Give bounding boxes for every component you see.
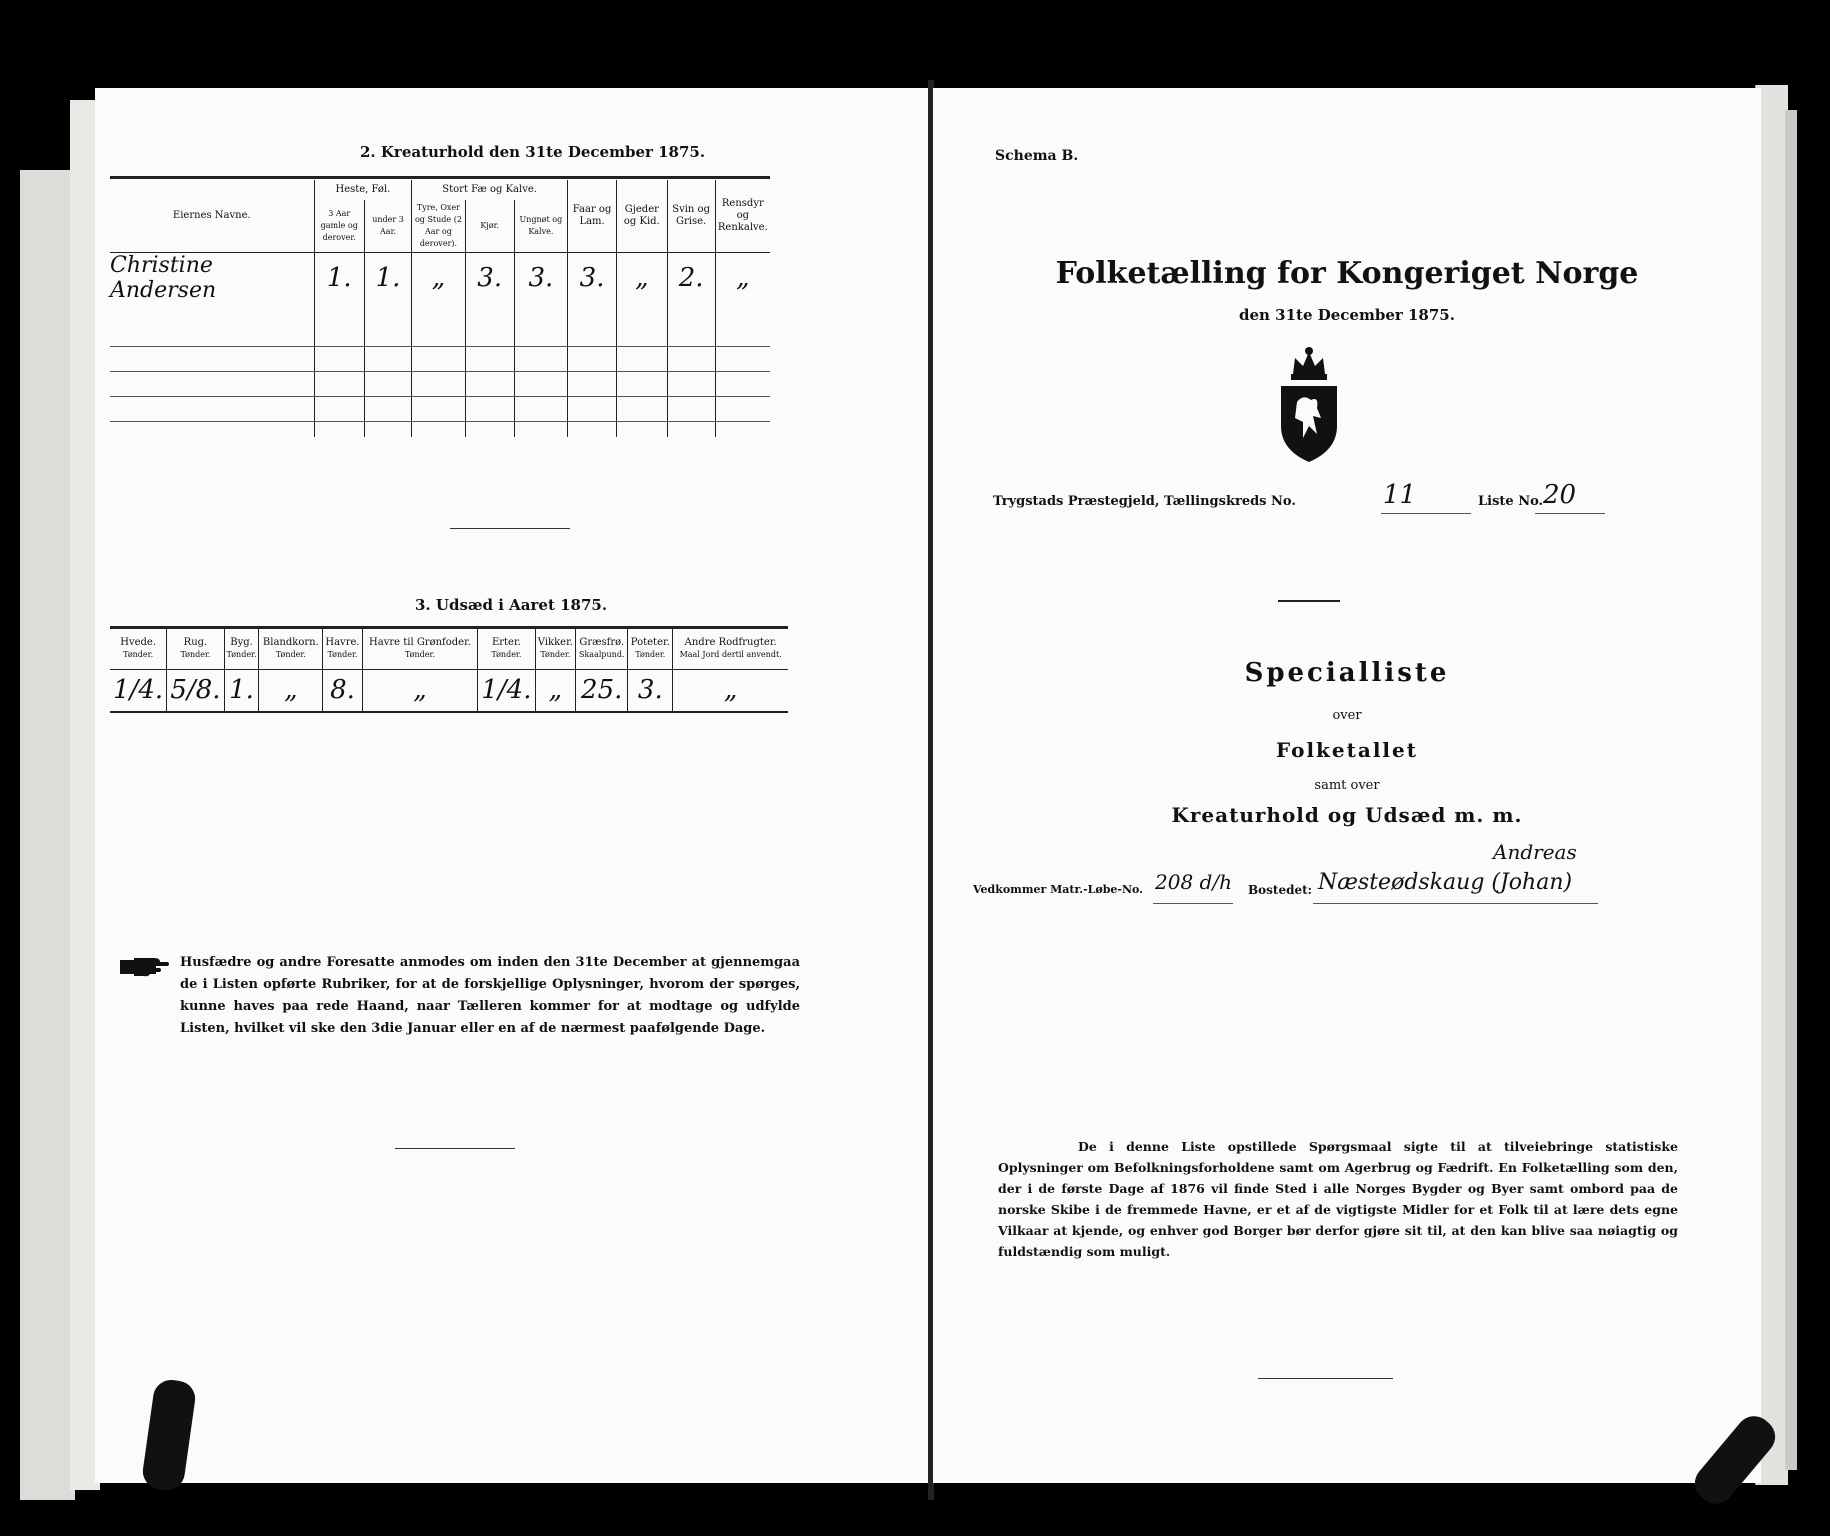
seed-value: 1. bbox=[224, 669, 259, 711]
seed-col-unit: Tønder. bbox=[180, 649, 211, 659]
col-young: Ungnøt og Kalve. bbox=[514, 200, 567, 252]
page-title: Folketælling for Kongeriget Norge bbox=[1055, 256, 1639, 291]
livestock-table bbox=[110, 180, 770, 437]
row-rule bbox=[110, 346, 770, 347]
col-sheep: Faar og Lam. bbox=[568, 180, 617, 252]
divider bbox=[395, 1148, 515, 1149]
district-no: 11 bbox=[1383, 480, 1417, 510]
seed-col-name: Poteter. bbox=[630, 636, 670, 648]
underlying-page-edge bbox=[20, 170, 75, 1500]
seed-col-name: Hvede. bbox=[120, 636, 157, 648]
col-cows: Kjør. bbox=[465, 200, 514, 252]
seed-col-unit: Tønder. bbox=[540, 649, 571, 659]
seed-col-unit: Tønder. bbox=[404, 649, 435, 659]
cell-bulls: „ bbox=[412, 252, 465, 303]
section3-title: 3. Udsæd i Aaret 1875. bbox=[415, 596, 608, 614]
right-page bbox=[933, 88, 1761, 1483]
seed-col-header bbox=[628, 629, 673, 669]
col-goats: Gjeder og Kid. bbox=[617, 180, 667, 252]
col-horses-3plus: 3 Aar gamle og derover. bbox=[314, 200, 364, 252]
list-label: Liste No. bbox=[1478, 494, 1544, 509]
seed-col-unit: Tønder. bbox=[635, 649, 666, 659]
footnote: Husfædre og andre Foresatte anmodes om inden den 31te December at gjennemgaa de i Listen opførte Rubriker, for at de forskjellige Oplysninger, hvorom der spørges, kunne haves paa rede Haand, naar Tælleren kommer for at modtage og udfylde Listen, hvilket vil ske den 3die Januar eller en af de nærmest paafølgende Dage. bbox=[180, 955, 800, 1036]
col-owner: Eiernes Navne. bbox=[110, 180, 314, 252]
seed-value: 5/8. bbox=[167, 669, 224, 711]
seed-value: „ bbox=[259, 669, 323, 711]
samt-over-label: samt over bbox=[1314, 778, 1380, 793]
right-page-edge bbox=[1785, 110, 1797, 1470]
owner-name: Christine Andersen bbox=[110, 252, 217, 303]
col-bulls: Tyre, Oxer og Stude (2 Aar og derover). bbox=[412, 200, 465, 252]
over-label: over bbox=[1332, 708, 1362, 723]
table-rule bbox=[110, 176, 770, 179]
district-label: Trygstads Præstegjeld, Tællingskreds No. bbox=[993, 494, 1296, 509]
seed-col-name: Vikker. bbox=[537, 636, 573, 648]
bosted-value: Næsteødskaug (Johan) bbox=[1318, 870, 1573, 895]
seed-value: 25. bbox=[576, 669, 628, 711]
cell-horses-3plus: 1. bbox=[314, 252, 364, 303]
underline bbox=[1313, 903, 1598, 904]
bottom-text: De i denne Liste opstillede Spørgsmaal sigte til at tilveiebringe statistiske Oplysninger om Befolkningsforholdene samt om Agerbrug og Fædrift. En Folketælling som den, der i de første Dage af 1876 vil finde Sted i alle Norges Bygder og Byer samt ombord paa de norske Skibe i de fremmede Havne, er et af de vigtigste Midler for et Folk til at lære dets egne Vilkaar at kjende, og enhver god Borger bør derfor gjøre sit til, at den kan blive saa nøiagtig og fuldstændig som muligt. bbox=[998, 1139, 1678, 1259]
seed-col-header bbox=[224, 629, 259, 669]
seed-col-unit: Tønder. bbox=[491, 649, 522, 659]
seed-col-name: Græsfrø. bbox=[579, 636, 625, 648]
left-page bbox=[95, 88, 932, 1483]
seed-col-unit: Skaalpund. bbox=[578, 649, 625, 659]
seed-col-name: Havre til Grønfoder. bbox=[369, 636, 471, 648]
seed-value: 3. bbox=[628, 669, 673, 711]
row-rule bbox=[110, 421, 770, 422]
table-row bbox=[110, 252, 770, 303]
cell-goats: „ bbox=[617, 252, 667, 303]
col-cattle: Stort Fæ og Kalve. bbox=[412, 180, 568, 200]
seed-value: 1/4. bbox=[113, 675, 164, 706]
pointing-hand-icon bbox=[120, 956, 170, 978]
row-rule bbox=[110, 371, 770, 372]
matr-label: Vedkommer Matr.-Løbe-No. bbox=[973, 883, 1143, 896]
seed-col-unit: Tønder. bbox=[123, 649, 154, 659]
page-date: den 31te December 1875. bbox=[1239, 306, 1455, 324]
col-horses: Heste, Føl. bbox=[314, 180, 412, 200]
underline bbox=[1153, 903, 1233, 904]
seed-col-name: Havre. bbox=[325, 636, 360, 648]
underline bbox=[1535, 513, 1605, 514]
seed-table bbox=[110, 629, 788, 711]
section2-title: 2. Kreaturhold den 31te December 1875. bbox=[360, 143, 706, 161]
divider bbox=[450, 528, 570, 529]
row-rule bbox=[110, 396, 770, 397]
kreaturhold-title: Kreaturhold og Udsæd m. m. bbox=[1171, 803, 1523, 827]
divider bbox=[1278, 600, 1340, 602]
seed-col-name: Andre Rodfrugter. bbox=[684, 636, 777, 648]
seed-value: „ bbox=[535, 669, 576, 711]
seed-value: 8. bbox=[323, 669, 363, 711]
seed-col-header bbox=[362, 629, 478, 669]
bosted-extra: Andreas bbox=[1493, 840, 1577, 864]
seed-col-header bbox=[323, 629, 363, 669]
folketallet-title: Folketallet bbox=[1276, 738, 1418, 762]
seed-col-header bbox=[259, 629, 323, 669]
table-rule bbox=[110, 711, 788, 713]
col-reindeer: Rensdyr og Renkalve. bbox=[715, 180, 770, 252]
special-title: Specialliste bbox=[1244, 658, 1450, 688]
cell-young: 3. bbox=[514, 252, 567, 303]
seed-col-unit: Tønder. bbox=[226, 649, 257, 659]
bosted-label: Bostedet: bbox=[1248, 883, 1313, 897]
cell-horses-under3: 1. bbox=[364, 252, 411, 303]
divider bbox=[1258, 1378, 1393, 1379]
seed-col-name: Rug. bbox=[183, 636, 208, 648]
seed-col-header bbox=[478, 629, 535, 669]
cell-cows: 3. bbox=[465, 252, 514, 303]
seed-col-header bbox=[535, 629, 576, 669]
seed-col-header bbox=[167, 629, 224, 669]
seed-col-name: Byg. bbox=[230, 636, 253, 648]
schema-label: Schema B. bbox=[995, 148, 1079, 164]
underline bbox=[1381, 513, 1471, 514]
matr-value: 208 d/h bbox=[1155, 870, 1232, 894]
seed-value: „ bbox=[362, 669, 478, 711]
seed-col-unit: Maal Jord dertil anvendt. bbox=[679, 649, 782, 659]
seed-col-name: Erter. bbox=[491, 636, 521, 648]
col-pigs: Svin og Grise. bbox=[667, 180, 715, 252]
cell-sheep: 3. bbox=[568, 252, 617, 303]
seed-col-unit: Tønder. bbox=[275, 649, 306, 659]
cell-pigs: 2. bbox=[667, 252, 715, 303]
seed-col-header bbox=[110, 629, 167, 669]
seed-col-unit: Tønder. bbox=[327, 649, 358, 659]
norway-coat-of-arms-icon bbox=[1273, 346, 1345, 464]
seed-col-header bbox=[673, 629, 788, 669]
list-no: 20 bbox=[1543, 480, 1577, 510]
col-horses-under3: under 3 Aar. bbox=[364, 200, 411, 252]
cell-reindeer: „ bbox=[715, 252, 770, 303]
seed-value: 1/4. bbox=[478, 669, 535, 711]
seed-value: „ bbox=[673, 669, 788, 711]
seed-col-header bbox=[576, 629, 628, 669]
seed-col-name: Blandkorn. bbox=[262, 636, 319, 648]
